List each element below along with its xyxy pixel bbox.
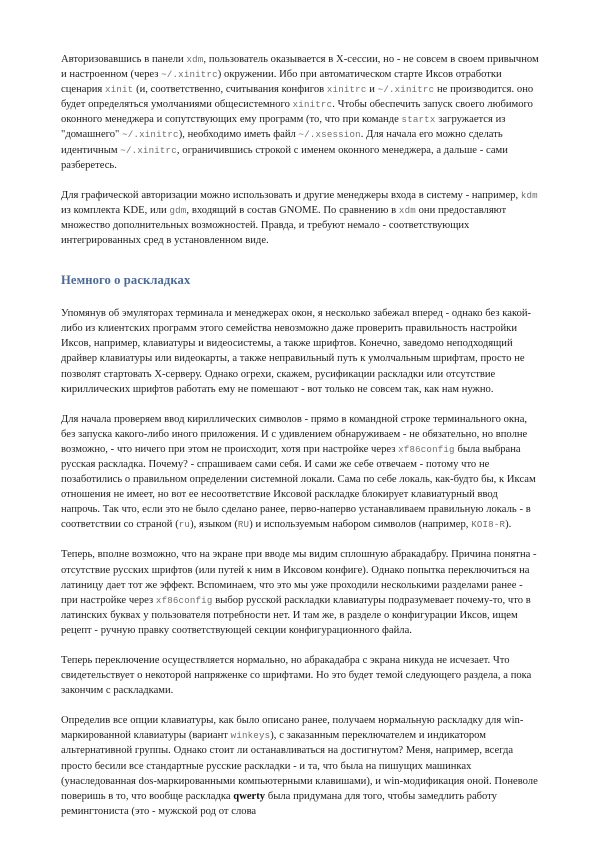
- text-run: Теперь, вполне возможно, что на экране при вводе мы видим сплошную абракадабру. Причина понятна - отсутствие русских шрифтов (или путей к ним в Иксовом конфиге). Однако попытка переключиться на латиницу дает тот же эффект. Вспоминаем, что это мы уже проходили несколькими разделами ранее - при настройке через: [61, 549, 537, 606]
- inline-code-xinitrc-system: xinitrc: [292, 99, 333, 111]
- text-run: ), языком (: [190, 519, 238, 531]
- paragraph-7: [61, 713, 539, 819]
- inline-code-koi8r: KOI8-R: [471, 519, 506, 531]
- text-run: . Для начала его можно сделать идентичным: [61, 129, 503, 156]
- text-run: они предоставляют множество дополнительных возможностей. Правда, и требуют немало - соответствующих интегрированных сред в установленном виде.: [61, 204, 507, 247]
- text-run: была выбрана русская раскладка. Почему? - спрашиваем сами себя. И сами же себе отвечаем - потому что не позаботились о правильном определении системной локали. Сама по себе локаль, как-будто бы, к Иксам отношения не имеет, но вот ее несоответствие Иксовой раскладке блокирует клавиатурный ввод напрочь. Так что, если это не было сделано ранее, перво-наперво устанавливаем правильную локаль - в соответствии со страной (: [61, 443, 536, 531]
- inline-code-language-ru: RU: [237, 519, 250, 531]
- text-run: (и, соответственно, считывания конфигов: [133, 84, 327, 96]
- inline-code-xf86config: xf86config: [398, 443, 455, 455]
- inline-code-gdm: gdm: [169, 204, 187, 216]
- paragraph-5: [61, 547, 539, 638]
- inline-code-xinitrc-home-4: ~/.xinitrc: [120, 144, 177, 156]
- text-run: Определив все опции клавиатуры, как было описано ранее, получаем нормальную раскладку для win-маркированной клавиатуры (вариант: [61, 715, 524, 742]
- inline-code-xinitrc: xinitrc: [326, 84, 367, 96]
- inline-code-xf86config-2: xf86config: [155, 594, 213, 606]
- inline-code-kdm: kdm: [520, 189, 538, 201]
- paragraph-2: [61, 188, 539, 248]
- inline-code-xinit: xinit: [105, 84, 134, 96]
- text-run: Упомянув об эмуляторах терминала и менеджерах окон, я несколько забежал вперед - однако без какой-либо из клиентских программ этого семейства невозможно даже проверить правильность настройки Иксов, например, клавиатуры и видеосистемы, а также шрифтов. Конечно, заведомо неподходящий драйвер клавиатуры или видеокарты, а также неправильный путь к умолчальным шрифтам, просто не позволят стартовать X-серверу. Однако огрехи, скажем, русификации раскладки или отсутствие кириллических шрифтов работать ему не помешают - вот только не совсем так, как нам нужно.: [61, 308, 532, 395]
- text-run: . Чтобы обеспечить запуск своего любимого оконного менеджера и сопутствующих ему программ (то, что при команде: [61, 99, 533, 126]
- section-heading: Немного о раскладках: [61, 273, 191, 288]
- inline-code-xsession: ~/.xsession: [298, 129, 361, 141]
- paragraph-1: [61, 52, 539, 173]
- inline-code-xdm-2: xdm: [398, 204, 416, 216]
- text-run: и: [366, 84, 378, 96]
- text-run: ), необходимо иметь файл: [178, 129, 299, 141]
- inline-code-xinitrc-home: ~/.xinitrc: [161, 69, 218, 81]
- inline-code-country-ru: ru: [178, 519, 191, 531]
- text-run: не производится. оно будет определяться умолчаниями общесистемного: [61, 84, 534, 111]
- text-run: из комплекта KDE, или: [61, 204, 170, 216]
- text-run: загружается из "домашнего": [61, 114, 506, 141]
- text-run: ) окружении. Ибо при автоматическом старте Иксов отработки сценария: [61, 69, 502, 96]
- text-run: , пользователь оказывается в X-сессии, но - не совсем в своем привычном и настроенном (через: [61, 54, 539, 81]
- inline-code-xinitrc-home-3: ~/.xinitrc: [122, 129, 179, 141]
- inline-code-startx: startx: [401, 114, 436, 126]
- document-body: [61, 52, 539, 819]
- text-run: Теперь переключение осуществляется нормально, но абракадабра с экрана никуда не исчезает. Что свидетельствует о некоторой напряженке со шрифтами. Но это будет темой следующего раздела, а пока закончим с раскладками.: [61, 655, 532, 697]
- text-run: , входящий в состав GNOME. По сравнению в: [186, 204, 399, 216]
- paragraph-6: [61, 653, 539, 698]
- text-run: Авторизовавшись в панели: [61, 54, 187, 65]
- text-run: Для графической авторизации можно использовать и другие менеджеры входа в систему - например,: [61, 189, 521, 201]
- text-run: Для начала проверяем ввод кириллических символов - прямо в командной строке терминального окна, без запуска какого-либо иного приложения. И с удивлением обнаруживаем - не обязательно, но вполне возможно, - что ничего при этом не происходит, хотя при настройке через: [61, 413, 528, 455]
- text-run: ).: [505, 519, 512, 531]
- text-run: была придумана для того, чтобы замедлить работу ремингтониста (это - мужской род от слова: [61, 790, 497, 817]
- inline-code-xdm: xdm: [186, 54, 204, 65]
- paragraph-3: [61, 306, 539, 397]
- text-run: ), с заказанным переключателем и индикатором альтернативной группы. Однако стоит ли останавливаться на достигнутом? Меня, например, всегда просто бесили все стандартные русские раскладки - и та, что была на пишущих машинках (унаследованная dos-маркированными компьютерными клавишами), и win-модификация оной. Поневоле поверишь в то, что вообще раскладка: [61, 730, 538, 802]
- text-run: выбор русской раскладки клавиатуры подразумевает почему-то, что в латинских буквах у пользователя потребности нет. И там же, в разделе о конфигурации Иксов, ищем рецепт - ручную правку соответствующей секции конфигурационного файла.: [61, 594, 531, 636]
- paragraph-4: [61, 412, 539, 533]
- bold-term-qwerty: qwerty: [233, 790, 266, 802]
- text-run: , ограничившись строкой с именем оконного менеджера, а дальше - сами разберетесь.: [61, 144, 508, 171]
- text-run: ) и используемым набором символов (например,: [249, 519, 472, 531]
- inline-code-xinitrc-home-2: ~/.xinitrc: [377, 84, 435, 96]
- inline-code-winkeys: winkeys: [230, 730, 271, 742]
